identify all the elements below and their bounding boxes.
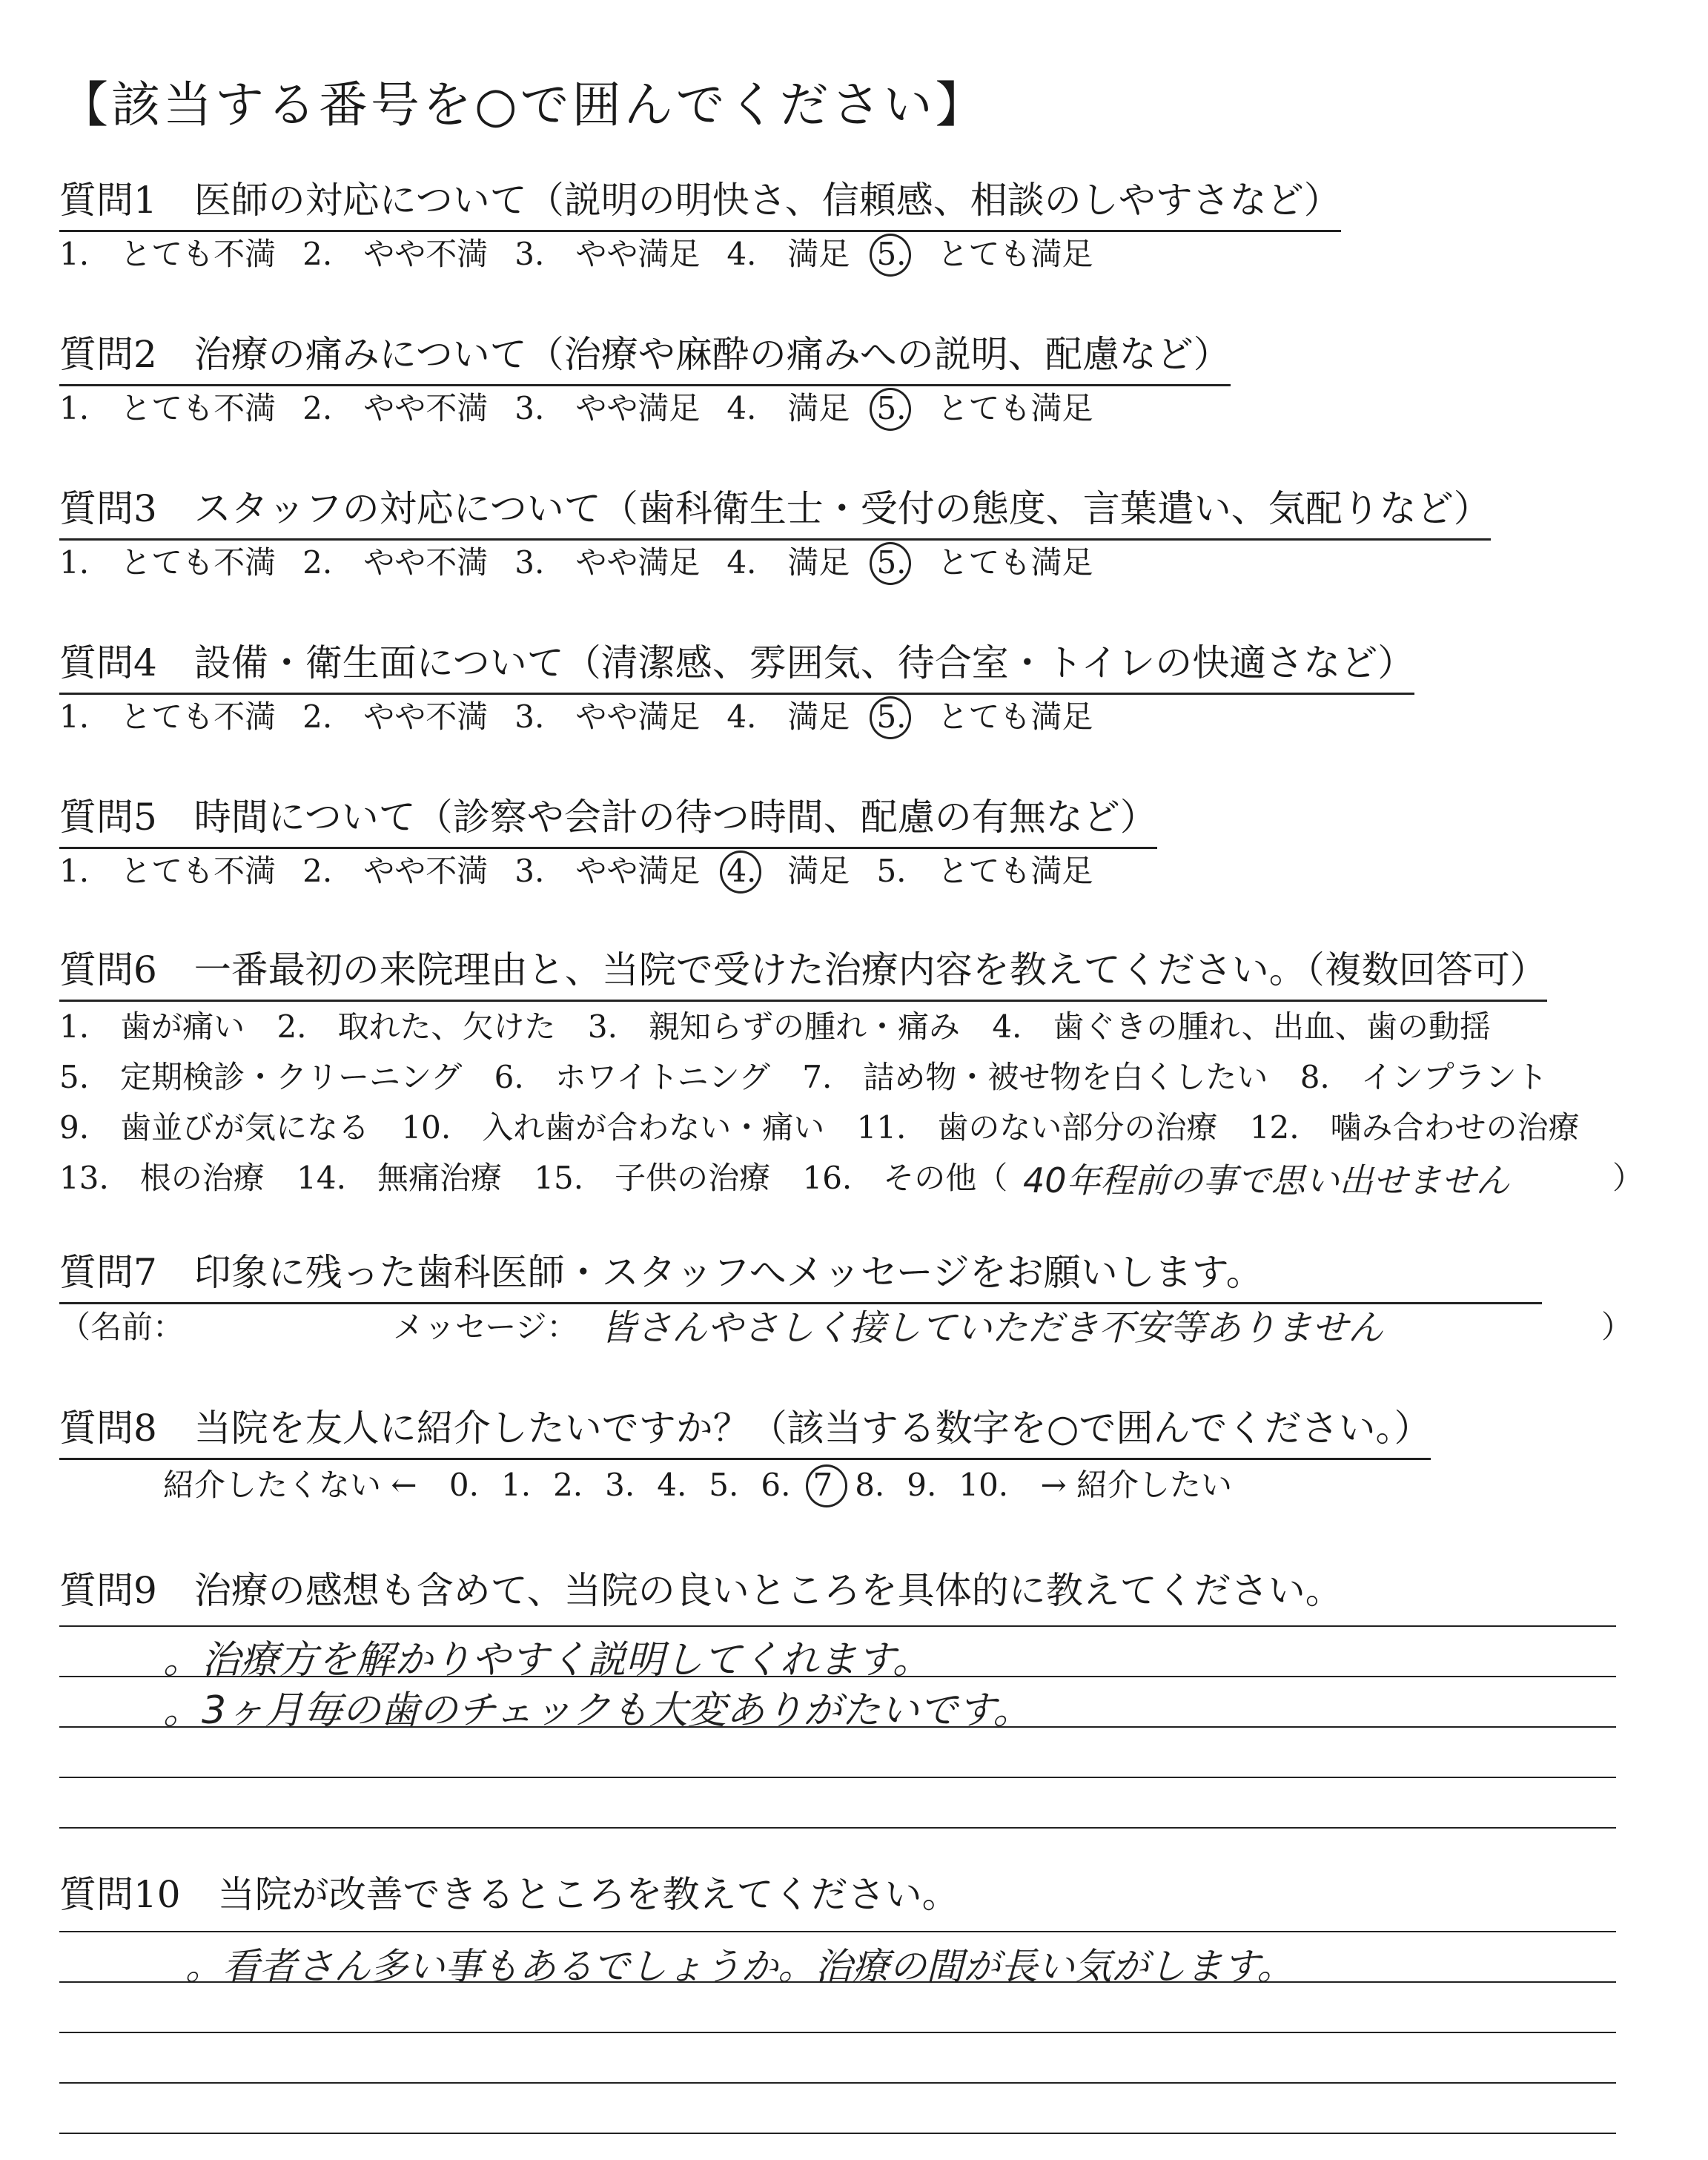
- q4-option-2[interactable]: [302, 693, 488, 737]
- option-number: 5.: [876, 698, 907, 735]
- q3-options: [59, 538, 1120, 583]
- option-gap: [89, 236, 120, 272]
- option-gap: [332, 544, 363, 581]
- q10-rule: [59, 2082, 1616, 2084]
- q8-scale-number: 3.: [605, 1467, 635, 1503]
- q1-options: [59, 230, 1120, 274]
- q2-title: 質問2 治療の痛みについて（治療や麻酔の痛みへの説明、配慮など）: [59, 325, 1231, 386]
- q2-option-3[interactable]: [514, 384, 700, 429]
- option-label: 満足: [787, 390, 850, 426]
- q6-option[interactable]: 13. 根の治療: [59, 1160, 265, 1196]
- q3-option-2[interactable]: [302, 538, 488, 583]
- option-label: とても満足: [937, 544, 1093, 581]
- q1-option-2[interactable]: [302, 230, 488, 274]
- q5-option-1[interactable]: [59, 847, 276, 891]
- q8-right-label: → 紹介したい: [1040, 1467, 1233, 1503]
- q8-scale: [163, 1461, 1254, 1505]
- q9-answer-2: 。3ヶ月毎の歯のチェックも大変ありがたいです。: [163, 1688, 1032, 1733]
- option-gap: [544, 853, 575, 889]
- option-label: 満足: [787, 698, 850, 735]
- q6-row-3: [59, 1103, 1602, 1148]
- option-number: 4.: [726, 698, 757, 735]
- q3-option-3[interactable]: [514, 538, 700, 583]
- q3-option-1[interactable]: [59, 538, 276, 583]
- option-label: とても不満: [120, 544, 277, 581]
- option-gap: [89, 853, 120, 889]
- q1-option-3[interactable]: [514, 230, 700, 274]
- q3-title: 質問3 スタッフの対応について（歯科衛生士・受付の態度、言葉遣い、気配りなど）: [59, 479, 1491, 541]
- q6-option[interactable]: 4. 歯ぐきの腫れ、出血、歯の動揺: [992, 1008, 1491, 1045]
- option-label: とても不満: [120, 853, 277, 889]
- q6-row-4: [59, 1154, 1013, 1198]
- q6-option[interactable]: 7. 詰め物・被せ物を白くしたい: [802, 1059, 1268, 1095]
- q10-rule: [59, 1931, 1616, 1932]
- q8-title: 質問8 当院を友人に紹介したいですか？（該当する数字を○で囲んでください。）: [59, 1398, 1431, 1460]
- option-number: 1.: [59, 390, 90, 426]
- q8-scale-option[interactable]: [907, 1467, 936, 1503]
- option-gap: [544, 236, 575, 272]
- q6-other-close: ）: [1612, 1160, 1644, 1196]
- q8-scale-option[interactable]: [761, 1467, 790, 1503]
- q2-option-1[interactable]: [59, 384, 276, 429]
- option-label: やや不満: [363, 544, 489, 581]
- q7-close: ）: [1601, 1309, 1633, 1345]
- q6-title: 質問6 一番最初の来院理由と、当院で受けた治療内容を教えてください。（複数回答可）: [59, 940, 1547, 1002]
- q7-title: 質問7 印象に残った歯科医師・スタッフへメッセージをお願いします。: [59, 1243, 1542, 1304]
- option-number: 1.: [59, 236, 90, 272]
- q8-scale-option[interactable]: [855, 1467, 884, 1503]
- option-label: 満足: [787, 544, 850, 581]
- q10-rule: [59, 2032, 1616, 2033]
- q5-options: [59, 847, 1120, 891]
- option-number: 3.: [514, 390, 545, 426]
- option-number: 4.: [726, 236, 757, 272]
- option-label: やや満足: [575, 390, 701, 426]
- q10-title: 質問10 当院が改善できるところを教えてください。: [59, 1873, 959, 1916]
- q8-scale-option[interactable]: [605, 1467, 635, 1503]
- option-gap: [332, 698, 363, 735]
- option-label: やや満足: [575, 544, 701, 581]
- option-number: 3.: [514, 853, 545, 889]
- q6-option[interactable]: 6. ホワイトニング: [494, 1059, 770, 1095]
- q9-title: 質問9 治療の感想も含めて、当院の良いところを具体的に教えてください。: [59, 1569, 1343, 1612]
- q6-option[interactable]: 9. 歯並びが気になる: [59, 1109, 370, 1146]
- option-label: やや満足: [575, 698, 701, 735]
- q8-scale-number: 8.: [855, 1467, 885, 1503]
- option-label: 満足: [787, 236, 850, 272]
- option-gap: [756, 698, 787, 735]
- q6-option-other[interactable]: 16. その他（: [802, 1160, 1008, 1196]
- option-label: とても満足: [937, 236, 1093, 272]
- option-label: やや不満: [363, 698, 489, 735]
- q5-option-2[interactable]: [302, 847, 488, 891]
- q6-row-1: [59, 1003, 1513, 1047]
- option-label: 満足: [787, 853, 850, 889]
- q6-option[interactable]: 14. 無痛治療: [297, 1160, 502, 1196]
- q8-left-label: 紹介したくない ←: [163, 1467, 417, 1503]
- q8-scale-number: 0.: [448, 1467, 479, 1503]
- q8-scale-number: 7: [812, 1467, 833, 1503]
- q2-options: [59, 384, 1120, 429]
- q6-option[interactable]: 2. 取れた、欠けた: [277, 1008, 556, 1045]
- q4-options: [59, 693, 1120, 737]
- q8-scale-option[interactable]: [501, 1467, 531, 1503]
- q8-scale-number: 9.: [907, 1467, 937, 1503]
- q3-option-5[interactable]: [876, 538, 1093, 583]
- option-number: 2.: [302, 853, 333, 889]
- option-label: とても不満: [120, 390, 277, 426]
- q8-scale-option[interactable]: [449, 1467, 479, 1503]
- option-label: とても不満: [120, 698, 277, 735]
- option-gap: [756, 236, 787, 272]
- q2-option-5[interactable]: [876, 384, 1093, 429]
- q7-answer-line: [59, 1303, 184, 1347]
- option-number: 1.: [59, 544, 90, 581]
- q8-scale-number: 1.: [500, 1467, 532, 1503]
- q7-message-label: メッセージ：: [393, 1309, 578, 1345]
- option-label: やや不満: [363, 236, 489, 272]
- q8-scale-number: 5.: [709, 1467, 739, 1503]
- option-number: 3.: [514, 698, 545, 735]
- option-gap: [89, 698, 120, 735]
- q8-scale-option[interactable]: [657, 1467, 686, 1503]
- option-number: 5.: [876, 236, 907, 272]
- option-gap: [332, 390, 363, 426]
- q9-rule: [59, 1625, 1616, 1627]
- q6-row-2: [59, 1053, 1570, 1097]
- q6-option[interactable]: 3. 親知らずの腫れ・痛み: [587, 1008, 960, 1045]
- q8-scale-option[interactable]: [553, 1467, 583, 1503]
- option-number: 4.: [726, 390, 757, 426]
- q4-option-1[interactable]: [59, 693, 276, 737]
- option-gap: [544, 698, 575, 735]
- q8-scale-option[interactable]: [959, 1467, 1008, 1503]
- q6-option[interactable]: 12. 噛み合わせの治療: [1249, 1109, 1580, 1146]
- option-gap: [907, 853, 938, 889]
- q6-option[interactable]: 11. 歯のない部分の治療: [856, 1109, 1218, 1146]
- option-number: 2.: [302, 236, 333, 272]
- option-gap: [89, 390, 120, 426]
- option-label: やや不満: [363, 390, 489, 426]
- q5-option-3[interactable]: [514, 847, 700, 891]
- option-gap: [756, 390, 787, 426]
- q8-scale-number: 2.: [553, 1467, 583, 1503]
- option-label: やや満足: [575, 853, 701, 889]
- option-gap: [544, 390, 575, 426]
- q3-option-4[interactable]: [726, 538, 850, 583]
- option-number: 2.: [302, 698, 333, 735]
- q6-option[interactable]: 1. 歯が痛い: [59, 1008, 245, 1045]
- q10-rule: [59, 2133, 1616, 2134]
- option-number: 5.: [876, 544, 907, 581]
- option-number: 4.: [726, 853, 757, 889]
- q6-option[interactable]: 10. 入れ歯が合わない・痛い: [401, 1109, 825, 1146]
- option-number: 3.: [514, 544, 545, 581]
- option-number: 5.: [876, 853, 907, 889]
- q7-name-label: （名前：: [59, 1309, 185, 1345]
- q5-option-4[interactable]: [726, 847, 850, 891]
- option-number: 2.: [302, 390, 333, 426]
- option-number: 3.: [514, 236, 545, 272]
- q6-option[interactable]: 15. 子供の治療: [534, 1160, 771, 1196]
- q8-scale-number: 4.: [657, 1467, 687, 1503]
- q5-option-5[interactable]: [876, 847, 1093, 891]
- q4-option-5[interactable]: [876, 693, 1093, 737]
- q8-scale-option[interactable]: [812, 1467, 833, 1503]
- q2-option-2[interactable]: [302, 384, 488, 429]
- option-number: 5.: [876, 390, 907, 426]
- q6-option[interactable]: 5. 定期検診・クリーニング: [59, 1059, 463, 1095]
- option-label: やや不満: [363, 853, 489, 889]
- q9-answer-1: 。治療方を解かりやすく説明してくれます。: [163, 1638, 931, 1682]
- q4-option-3[interactable]: [514, 693, 700, 737]
- instruction-header: 【該当する番号を○で囲んでください】: [59, 76, 987, 133]
- option-label: とても満足: [937, 390, 1093, 426]
- option-gap: [332, 853, 363, 889]
- q10-answer-1: 。看者さん多い事もあるでしょうか。治療の間が長い気がします。: [185, 1945, 1294, 1988]
- option-label: とても不満: [120, 236, 277, 272]
- option-number: 1.: [59, 853, 90, 889]
- q9-rule: [59, 1827, 1616, 1829]
- q8-scale-number: 10.: [959, 1467, 1009, 1503]
- q9-rule: [59, 1777, 1616, 1778]
- option-number: 2.: [302, 544, 333, 581]
- q8-scale-number: 6.: [761, 1467, 791, 1503]
- option-number: 1.: [59, 698, 90, 735]
- q1-option-5[interactable]: [876, 230, 1093, 274]
- q8-scale-option[interactable]: [709, 1467, 738, 1503]
- q7-message-handwritten: 皆さんやさしく接していただき不安等ありません: [600, 1307, 1384, 1349]
- q5-title: 質問5 時間について（診察や会計の待つ時間、配慮の有無など）: [59, 787, 1157, 849]
- option-gap: [544, 544, 575, 581]
- q2-option-4[interactable]: [726, 384, 850, 429]
- option-label: とても満足: [937, 698, 1093, 735]
- q1-option-4[interactable]: [726, 230, 850, 274]
- q4-title: 質問4 設備・衛生面について（清潔感、雰囲気、待合室・トイレの快適さなど）: [59, 633, 1414, 695]
- q1-title: 質問1 医師の対応について（説明の明快さ、信頼感、相談のしやすさなど）: [59, 171, 1341, 232]
- option-gap: [756, 544, 787, 581]
- option-label: とても満足: [937, 853, 1093, 889]
- q1-option-1[interactable]: [59, 230, 276, 274]
- option-label: やや満足: [575, 236, 701, 272]
- option-gap: [89, 544, 120, 581]
- option-number: 4.: [726, 544, 757, 581]
- q6-option[interactable]: 8. インプラント: [1300, 1059, 1548, 1095]
- option-gap: [332, 236, 363, 272]
- q4-option-4[interactable]: [726, 693, 850, 737]
- q6-other-handwritten: 40年程前の事で思い出せません: [1023, 1160, 1510, 1200]
